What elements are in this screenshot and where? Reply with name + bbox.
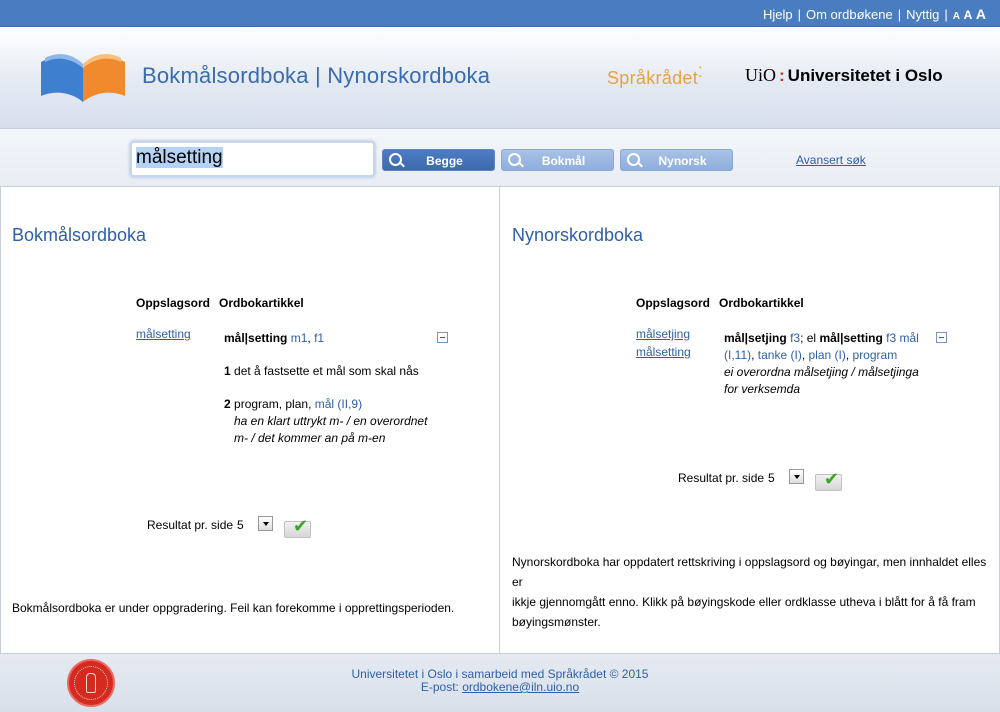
definition-2 — [224, 396, 439, 413]
help-link[interactable]: Hjelp — [762, 7, 793, 22]
nynorsk-note-line: ikkje gjennomgått enno. Klikk på bøyingskode eller ordklasse utheva i blått for å få fram — [512, 595, 976, 609]
bokmal-panel-title: Bokmålsordboka — [12, 225, 147, 245]
uio-logo[interactable] — [745, 65, 943, 86]
example-line — [224, 413, 439, 430]
example-line — [724, 381, 929, 398]
example-text: for verksemda — [724, 382, 801, 396]
logo-dots-icon: ⁚ — [698, 64, 703, 80]
example-text: ei overordna målsetjing / målsetjinga — [724, 365, 919, 379]
definition-1 — [224, 363, 439, 380]
cross-ref-link[interactable]: program — [852, 348, 898, 362]
bokmal-lemma-link[interactable]: målsetting — [136, 327, 191, 341]
nynorsk-note-line: Nynorskordboka har oppdatert rettskriving i oppslagsord og bøyingar, men innhaldet elles er — [512, 555, 987, 589]
search-both-label: Begge — [426, 154, 463, 168]
search-nynorsk-label: Nynorsk — [658, 154, 707, 168]
cross-ref-link[interactable]: mål (II,9) — [314, 397, 363, 411]
head-word: mål|setjing — [724, 331, 787, 345]
search-bokmal-label: Bokmål — [541, 154, 586, 168]
nynorsk-note — [512, 552, 992, 632]
cross-ref-link[interactable]: plan (I) — [808, 348, 846, 362]
head-word: mål|setting — [224, 331, 288, 345]
spraakraadet-name: Språkrådet — [607, 68, 699, 88]
nynorsk-article — [724, 330, 929, 398]
spraakraadet-logo[interactable] — [607, 64, 703, 89]
definition-text: det å fastsette et mål som skal nås — [234, 364, 419, 378]
search-bokmal-button[interactable] — [501, 149, 614, 171]
head-word: mål|setting — [819, 331, 883, 345]
example-text: m- / det kommer an på m-en — [234, 431, 386, 445]
nynorsk-col-article: Ordbokartikkel — [719, 296, 804, 310]
search-nynorsk-button[interactable] — [620, 149, 733, 171]
divider: | — [944, 7, 948, 22]
bokmal-article — [224, 330, 439, 447]
advanced-search-link[interactable]: Avansert søk — [796, 153, 866, 167]
gram-code-link[interactable]: f1 — [314, 331, 325, 345]
separator: ; el — [800, 331, 817, 345]
search-query: målsetting — [136, 147, 223, 168]
bokmal-col-article: Ordbokartikkel — [219, 296, 304, 310]
useful-link[interactable]: Nyttig — [906, 7, 940, 22]
bokmal-article-head — [224, 330, 439, 347]
search-input[interactable] — [130, 141, 375, 177]
bokmal-results-value[interactable]: 5 — [237, 518, 244, 532]
nynorsk-panel-title: Nynorskordboka — [512, 225, 644, 245]
gram-code-link[interactable]: m1 — [290, 331, 308, 345]
nynorsk-article-refs: (I,11), tanke (I), plan (I), program — [724, 348, 898, 362]
gram-code-link[interactable]: f3 — [886, 331, 897, 345]
header — [0, 27, 1000, 129]
font-size-large-button[interactable]: A — [975, 6, 986, 22]
cross-ref-link[interactable]: mål — [899, 331, 919, 345]
nynorsk-lemma-link[interactable]: målsetjing — [636, 327, 691, 341]
checkmark-icon: ✔ — [293, 516, 309, 536]
definition-number: 1 — [224, 364, 231, 378]
uio-short: UiO — [745, 65, 776, 85]
book-logo-icon[interactable] — [37, 52, 129, 104]
example-text: ha en klart uttrykt m- / en overordnet — [234, 414, 428, 428]
panel-border — [0, 187, 1, 653]
top-bar — [0, 0, 1000, 27]
gram-code-link[interactable]: f3 — [790, 331, 801, 345]
footer-email-link[interactable]: ordbokene@iln.uio.no — [462, 680, 580, 694]
footer-email-line — [0, 680, 1000, 694]
definition-text: program, plan, — [234, 397, 312, 411]
uio-dots-icon: : — [779, 66, 785, 85]
footer-credits: Universitetet i Oslo i samarbeid med Språkrådet © 2015 — [351, 667, 649, 681]
divider: | — [897, 7, 902, 22]
nynorsk-apply-button[interactable] — [815, 469, 842, 491]
chevron-down-icon[interactable] — [258, 516, 273, 531]
checkmark-icon: ✔ — [824, 469, 840, 489]
site-title[interactable]: Bokmålsordboka | Nynorskordboka — [142, 63, 491, 88]
collapse-icon[interactable] — [936, 332, 947, 343]
uio-name: Universitetet i Oslo — [787, 66, 943, 85]
font-size-small-button[interactable]: A — [952, 11, 960, 22]
example-line — [224, 430, 439, 447]
about-link[interactable]: Om ordbøkene — [806, 7, 893, 22]
search-both-button[interactable] — [382, 149, 495, 171]
bokmal-results-label: Resultat pr. side — [147, 518, 234, 532]
collapse-icon[interactable] — [437, 332, 448, 343]
panel-divider — [499, 187, 500, 653]
nynorsk-results-label: Resultat pr. side — [678, 471, 765, 485]
bokmal-col-lemma: Oppslagsord — [136, 296, 211, 310]
definition-number: 2 — [224, 397, 231, 411]
chevron-down-icon[interactable] — [789, 469, 804, 484]
example-line — [724, 364, 929, 381]
nynorsk-article-head — [724, 330, 929, 347]
footer-email-label: E-post: — [420, 680, 459, 694]
nynorsk-col-lemma: Oppslagsord — [636, 296, 711, 310]
top-links — [763, 6, 986, 22]
nynorsk-lemma-link[interactable]: målsetting — [636, 345, 691, 359]
divider: | — [797, 7, 801, 22]
cross-ref-link[interactable]: tanke (I) — [757, 348, 802, 362]
cross-ref-link[interactable]: (I,11) — [724, 348, 752, 362]
nynorsk-results-value[interactable]: 5 — [768, 471, 775, 485]
bokmal-apply-button[interactable] — [284, 516, 311, 538]
separator: , — [307, 331, 311, 345]
bokmal-note: Bokmålsordboka er under oppgradering. Feil kan forekomme i opprettingsperioden. — [12, 601, 455, 615]
font-size-medium-button[interactable]: A — [963, 8, 973, 22]
nynorsk-note-line: bøyingsmønster. — [512, 615, 601, 629]
